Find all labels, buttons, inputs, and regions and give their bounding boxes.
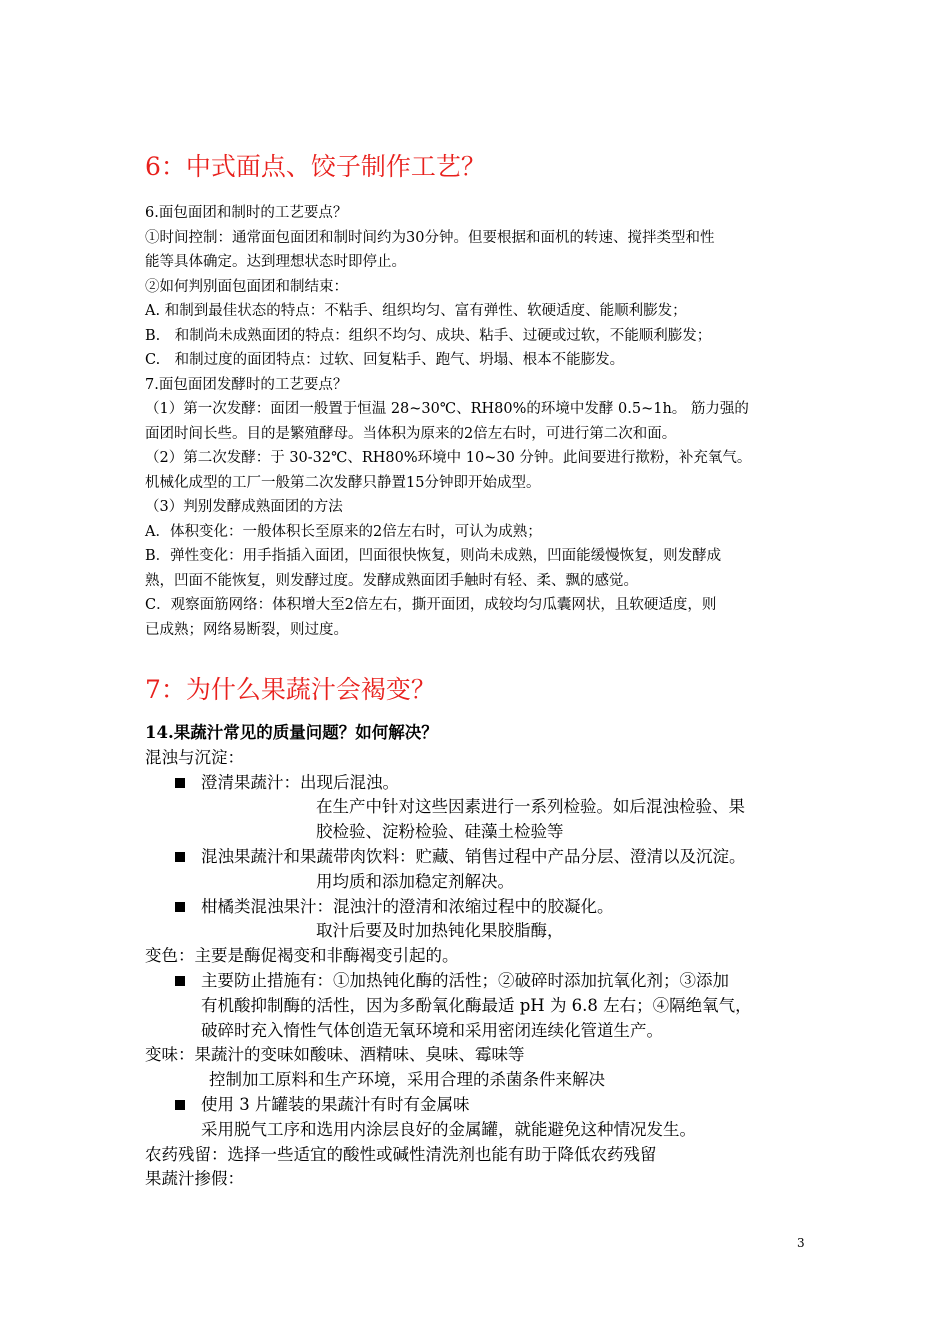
body-line: C．观察面筋网络：体积增大至2倍左右，撕开面团，成较均匀瓜囊网状，且软硬适度，则 [145, 597, 717, 613]
square-bullet-icon [175, 778, 185, 788]
bullet-item [145, 969, 815, 994]
body-line: 能等具体确定。达到理想状态时即停止。 [145, 254, 406, 270]
body-line: 农药残留：选择一些适宜的酸性或碱性清洗剂也能有助于降低农药残留 [145, 1144, 657, 1164]
body-line: （2）第二次发酵：于 30-32℃、RH80%环境中 10~30 分钟。此间要进行揿粉，补充氧气。 [145, 450, 752, 466]
body-line: C. 和制过度的面团特点：过软、回复粘手、跑气、坍塌、根本不能膨发。 [145, 352, 625, 368]
body-line: （3）判别发酵成熟面团的方法 [145, 499, 343, 515]
body-line: B．弹性变化：用手指插入面团，凹面很快恢复，则尚未成熟，凹面能缓慢恢复，则发酵成 [145, 548, 722, 564]
body-line: 熟，凹面不能恢复，则发酵过度。发酵成熟面团手触时有轻、柔、飘的感觉。 [145, 572, 638, 589]
bullet-text: 使用 3 片罐装的果蔬汁有时有金属味 [201, 1094, 470, 1114]
indented-line: 采用脱气工序和选用内涂层良好的金属罐，就能避免这种情况发生。 [201, 1119, 696, 1139]
square-bullet-icon [175, 852, 185, 862]
body-line: 7.面包面团发酵时的工艺要点？ [145, 376, 348, 393]
indented-line: 在生产中针对这些因素进行一系列检验。如后混浊检验、果 [316, 797, 745, 817]
body-line: 混浊与沉淀： [145, 747, 244, 767]
body-line: ①时间控制：通常面包面团和制时间约为30分钟。但要根据和面机的转速、搅拌类型和性 [145, 229, 715, 246]
body-line: （1）第一次发酵：面团一般置于恒温 28~30℃、RH80%的环境中发酵 0.5~1h。 筋力强的 [145, 401, 749, 417]
section-7-body [145, 721, 815, 1192]
indented-line: 用均质和添加稳定剂解决。 [316, 871, 514, 891]
square-bullet-icon [175, 902, 185, 912]
body-line: A. 和制到最佳状态的特点：不粘手、组织均匀、富有弹性、软硬适度、能顺利膨发； [145, 303, 687, 319]
body-line: 6.面包面团和制时的工艺要点？ [145, 205, 348, 221]
body-line: B. 和制尚未成熟面团的特点：组织不均匀、成块、粘手、过硬或过软，不能顺利膨发； [145, 327, 712, 344]
square-bullet-icon [175, 1100, 185, 1110]
body-line: 面团时间长些。目的是繁殖酵母。当体积为原来的2倍左右时，可进行第二次和面。 [145, 425, 677, 442]
bullet-text: 主要防止措施有：①加热钝化酶的活性；②破碎时添加抗氧化剂；③添加 [201, 970, 729, 990]
indented-line: 取汁后要及时加热钝化果胶脂酶， [316, 921, 564, 941]
bullet-text: 柑橘类混浊果汁：混浊汁的澄清和浓缩过程中的胶凝化。 [201, 896, 614, 916]
section-7-subheading: 14.果蔬汁常见的质量问题？如何解决？ [145, 723, 438, 742]
section-6-body [145, 201, 815, 642]
section-6-heading: 6：中式面点、饺子制作工艺？ [145, 152, 486, 181]
body-line: ②如何判别面包面团和制结束： [145, 278, 348, 295]
section-7-heading: 7：为什么果蔬汁会褐变？ [145, 675, 436, 704]
body-line: 果蔬汁掺假： [145, 1169, 244, 1189]
body-line: A．体积变化：一般体积长至原来的2倍左右时，可认为成熟； [145, 523, 542, 540]
body-line: 机械化成型的工厂一般第二次发酵只静置15分钟即开始成型。 [145, 474, 541, 491]
body-line: 变味：果蔬汁的变味如酸味、酒精味、臭味、霉味等 [145, 1045, 525, 1065]
page-number: 3 [797, 1236, 805, 1250]
bullet-text: 澄清果蔬汁：出现后混浊。 [201, 772, 399, 792]
indented-line: 破碎时充入惰性气体创造无氧环境和采用密闭连续化管道生产。 [201, 1020, 663, 1040]
bullet-item [145, 845, 815, 870]
bullet-item [145, 771, 815, 796]
square-bullet-icon [175, 976, 185, 986]
bullet-text: 混浊果蔬汁和果蔬带肉饮料：贮藏、销售过程中产品分层、澄清以及沉淀。 [201, 846, 746, 866]
bullet-item [145, 1093, 815, 1118]
body-line: 已成熟；网络易断裂，则过度。 [145, 621, 348, 638]
body-line: 变色：主要是酶促褐变和非酶褐变引起的。 [145, 946, 459, 966]
indented-line: 控制加工原料和生产环境，采用合理的杀菌条件来解决 [209, 1070, 605, 1090]
indented-line: 胶检验、淀粉检验、硅藻土检验等 [316, 822, 564, 842]
bullet-item [145, 895, 815, 920]
indented-line: 有机酸抑制酶的活性，因为多酚氧化酶最适 pH 为 6.8 左右；④隔绝氧气， [201, 995, 752, 1015]
